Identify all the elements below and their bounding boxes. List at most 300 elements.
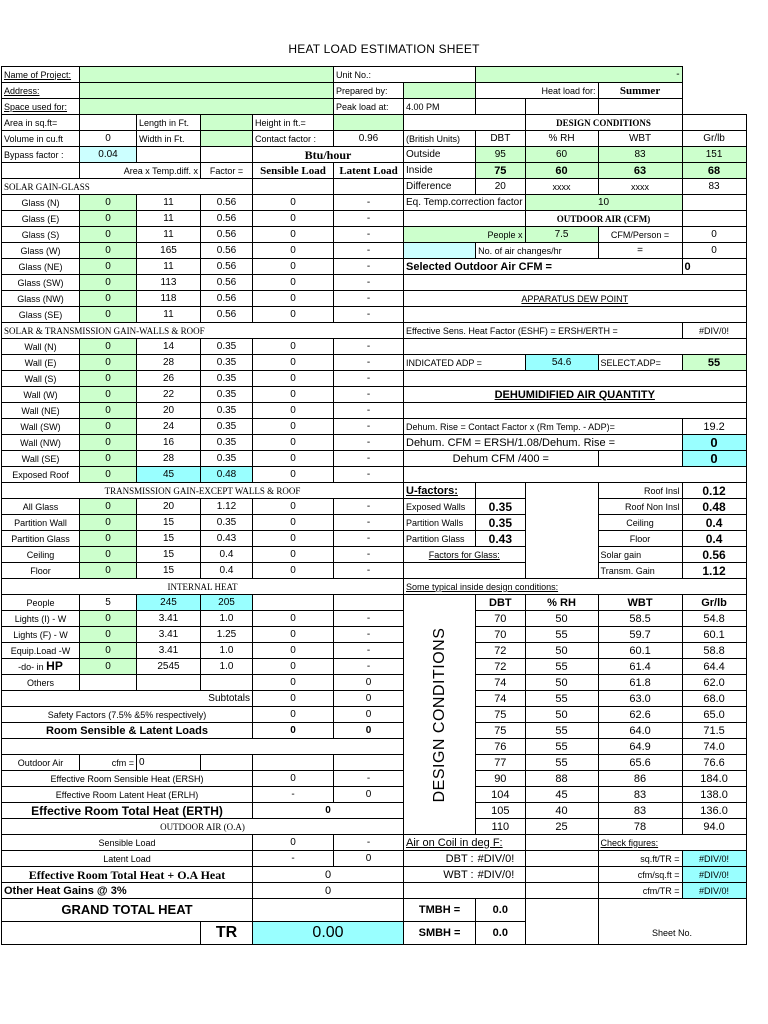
sheet-row — [2, 483, 747, 499]
sheet-cell — [137, 147, 201, 163]
sheet-cell — [404, 883, 526, 899]
area-value — [80, 115, 137, 131]
sheet-cell — [404, 243, 476, 259]
typ-gr-header: Gr/lb — [682, 595, 746, 611]
design-conditions-header: DESIGN CONDITIONS — [525, 115, 682, 131]
row-factor: 1.0 — [201, 611, 253, 627]
roof-non-insl-value: 0.48 — [682, 499, 746, 515]
dc-gr-header: Gr/lb — [682, 131, 746, 147]
typ-wbt: 62.6 — [598, 707, 682, 723]
heat-load-for-label: Heat load for: — [476, 83, 598, 99]
sheet-row — [2, 227, 747, 243]
sheet-row — [2, 627, 747, 643]
sheet-cell — [682, 211, 746, 227]
oa-sensible-sens: 0 — [253, 835, 334, 851]
sheet-row — [2, 643, 747, 659]
people-x-label: People x — [404, 227, 526, 243]
typ-rh: 50 — [525, 611, 598, 627]
outdoor-air-cfm-header: OUTDOOR AIR (CFM) — [525, 211, 682, 227]
grand-total-label: GRAND TOTAL HEAT — [2, 899, 253, 922]
row-label: Partition Glass — [2, 531, 80, 547]
others-label: Others — [2, 675, 80, 691]
transm-gain-value: 1.12 — [682, 563, 746, 579]
typ-rh: 55 — [525, 627, 598, 643]
sheet-cell — [334, 179, 404, 195]
row-temp: 28 — [137, 451, 201, 467]
row-label: Floor — [2, 563, 80, 579]
ersh-sensible: 0 — [253, 771, 334, 787]
do-in-label: -do- in — [18, 662, 44, 672]
row-temp: 3.41 — [137, 643, 201, 659]
sheet-cell — [404, 403, 747, 419]
exposed-walls-value: 0.35 — [476, 499, 525, 515]
row-latent: - — [334, 419, 404, 435]
typ-dbt: 105 — [476, 803, 525, 819]
sheet-row — [2, 323, 747, 339]
row-label: Exposed Roof — [2, 467, 80, 483]
sheet-cell — [404, 563, 526, 579]
row-sensible: 0 — [253, 227, 334, 243]
row-area: 0 — [80, 355, 137, 371]
eq-temp-label: Eq. Temp.correction factor — [404, 195, 526, 211]
row-label: Glass (SW) — [2, 275, 80, 291]
row-latent: - — [334, 627, 404, 643]
row-area: 0 — [80, 275, 137, 291]
row-area: 0 — [80, 563, 137, 579]
row-latent: - — [334, 307, 404, 323]
typ-gr: 94.0 — [682, 819, 746, 835]
typ-wbt: 61.4 — [598, 659, 682, 675]
row-area: 0 — [80, 627, 137, 643]
sheet-cell — [598, 899, 746, 922]
ceiling-value: 0.4 — [682, 515, 746, 531]
wbt-value: #DIV/0! — [476, 867, 525, 883]
row-factor: 0.35 — [201, 435, 253, 451]
row-temp: 3.41 — [137, 611, 201, 627]
sheet-cell — [137, 675, 201, 691]
sheet-row — [2, 851, 747, 867]
sheet-cell — [404, 371, 747, 387]
row-area: 0 — [80, 243, 137, 259]
dc-dbt-header: DBT — [476, 131, 525, 147]
row-latent: - — [334, 195, 404, 211]
typ-rh: 55 — [525, 723, 598, 739]
row-latent: - — [334, 467, 404, 483]
select-adp-label: SELECT.ADP= — [598, 355, 682, 371]
people-label: People — [2, 595, 80, 611]
sheet-cell — [525, 531, 598, 547]
typ-rh: 55 — [525, 755, 598, 771]
sensible-load-header: Sensible Load — [253, 163, 334, 179]
adp-header: APPARATUS DEW POINT — [404, 291, 747, 307]
typ-wbt: 63.0 — [598, 691, 682, 707]
row-area: 0 — [80, 547, 137, 563]
row-latent: - — [334, 499, 404, 515]
oa-latent-lat: 0 — [334, 851, 404, 867]
row-temp: 14 — [137, 339, 201, 355]
row-sensible: 0 — [253, 515, 334, 531]
erlh-sensible: - — [253, 787, 334, 803]
solar-glass-header: SOLAR GAIN-GLASS — [2, 179, 253, 195]
hp-label: HP — [46, 659, 63, 673]
sheet-row — [2, 403, 747, 419]
row-factor: 0.35 — [201, 451, 253, 467]
row-factor: 1.0 — [201, 659, 253, 675]
row-label: Glass (NW) — [2, 291, 80, 307]
space-used-for-field[interactable] — [80, 99, 334, 115]
typ-dbt: 90 — [476, 771, 525, 787]
tmbh-label: TMBH = — [404, 899, 476, 922]
sheet-row — [2, 291, 747, 307]
typ-gr: 58.8 — [682, 643, 746, 659]
row-latent: - — [334, 259, 404, 275]
row-area: 0 — [80, 195, 137, 211]
typ-wbt: 78 — [598, 819, 682, 835]
sheet-row — [2, 99, 747, 115]
typ-gr: 68.0 — [682, 691, 746, 707]
prepared-by-label: Prepared by: — [334, 83, 404, 99]
typ-wbt-header: WBT — [598, 595, 682, 611]
row-latent: - — [334, 563, 404, 579]
typ-dbt: 110 — [476, 819, 525, 835]
row-sensible: 0 — [253, 259, 334, 275]
typ-rh: 45 — [525, 787, 598, 803]
row-factor: 0.56 — [201, 259, 253, 275]
sheet-cell — [525, 851, 598, 867]
eq-temp-value: 10 — [525, 195, 682, 211]
cfm-person-value: 0 — [682, 227, 746, 243]
sheet-cell — [253, 595, 334, 611]
row-label: Glass (E) — [2, 211, 80, 227]
row-area: 0 — [80, 659, 137, 675]
row-temp: 11 — [137, 227, 201, 243]
heat-load-sheet — [1, 66, 747, 945]
sqft-tr-label: sq.ft/TR = — [598, 851, 682, 867]
typ-gr: 62.0 — [682, 675, 746, 691]
select-adp-value: 55 — [682, 355, 746, 371]
difference-wbt: xxxx — [598, 179, 682, 195]
typ-vertical-text: DESIGN CONDITIONS — [430, 627, 448, 802]
typ-dbt-header: DBT — [476, 595, 525, 611]
sheet-row — [2, 883, 747, 899]
typ-rh: 55 — [525, 739, 598, 755]
row-sensible: 0 — [253, 403, 334, 419]
typ-rh: 55 — [525, 691, 598, 707]
sheet-row — [2, 595, 747, 611]
people-latent: 205 — [201, 595, 253, 611]
sheet-no-label: Sheet No. — [598, 922, 746, 945]
sheet-cell — [476, 99, 525, 115]
row-temp: 11 — [137, 211, 201, 227]
sheet-row — [2, 803, 747, 819]
typ-dbt: 75 — [476, 707, 525, 723]
row-factor: 0.35 — [201, 355, 253, 371]
sheet-row — [2, 451, 747, 467]
sheet-row — [2, 819, 747, 835]
typ-dbt: 76 — [476, 739, 525, 755]
row-temp: 20 — [137, 403, 201, 419]
bypass-value: 0.04 — [80, 147, 137, 163]
typ-wbt: 59.7 — [598, 627, 682, 643]
wbt-label: WBT : — [404, 867, 476, 883]
other-gains-label: Other Heat Gains @ 3% — [2, 883, 253, 899]
row-latent: - — [334, 371, 404, 387]
inside-dbt: 75 — [476, 163, 525, 179]
row-sensible: 0 — [253, 627, 334, 643]
ersh-label: Effective Room Sensible Heat (ERSH) — [2, 771, 253, 787]
volume-value: 0 — [80, 131, 137, 147]
typ-gr: 60.1 — [682, 627, 746, 643]
row-temp: 165 — [137, 243, 201, 259]
floor-value: 0.4 — [682, 531, 746, 547]
sheet-cell — [2, 739, 404, 755]
row-area: 0 — [80, 451, 137, 467]
sheet-row — [2, 115, 747, 131]
btu-hour-label: Btu/hour — [253, 147, 404, 163]
subtotals-sensible: 0 — [253, 691, 334, 707]
typ-gr: 71.5 — [682, 723, 746, 739]
sheet-row — [2, 771, 747, 787]
sheet-row — [2, 531, 747, 547]
typ-rh: 50 — [525, 707, 598, 723]
row-temp: 16 — [137, 435, 201, 451]
row-sensible: 0 — [253, 611, 334, 627]
sheet-cell — [525, 883, 598, 899]
dehum-cfm-label: Dehum. CFM = ERSH/1.08/Dehum. Rise = — [404, 435, 683, 451]
row-temp: 15 — [137, 547, 201, 563]
row-area: 0 — [80, 643, 137, 659]
factors-glass-label: Factors for Glass: — [404, 547, 526, 563]
sheet-cell — [201, 147, 253, 163]
sheet-cell — [253, 179, 334, 195]
sheet-cell — [525, 563, 598, 579]
sheet-cell — [404, 339, 747, 355]
outside-gr: 151 — [682, 147, 746, 163]
sheet-row — [2, 243, 747, 259]
unit-no-label: Unit No.: — [334, 67, 476, 83]
internal-header: INTERNAL HEAT — [2, 579, 404, 595]
typ-dbt: 77 — [476, 755, 525, 771]
sheet-row — [2, 275, 747, 291]
exposed-walls-label: Exposed Walls — [404, 499, 476, 515]
row-factor: 0.56 — [201, 275, 253, 291]
row-factor: 0.35 — [201, 387, 253, 403]
row-factor: 0.35 — [201, 371, 253, 387]
erth-label: Effective Room Total Heat (ERTH) — [2, 803, 253, 819]
difference-rh: xxxx — [525, 179, 598, 195]
partition-glass-label: Partition Glass — [404, 531, 476, 547]
others-sensible: 0 — [253, 675, 334, 691]
row-factor: 0.43 — [201, 531, 253, 547]
safety-label: Safety Factors (7.5% &5% respectively) — [2, 707, 253, 723]
sheet-row — [2, 211, 747, 227]
air-changes-value: 0 — [682, 243, 746, 259]
area-label: Area in sq.ft= — [2, 115, 80, 131]
selected-cfm-value: 0 — [682, 259, 746, 275]
sheet-cell — [404, 307, 747, 323]
ceiling-label: Ceiling — [598, 515, 682, 531]
sheet-cell — [201, 755, 253, 771]
sheet-row — [2, 435, 747, 451]
row-label: Lights (I) - W — [2, 611, 80, 627]
volume-label: Volume in cu.ft — [2, 131, 80, 147]
row-label: Wall (NE) — [2, 403, 80, 419]
address-field[interactable] — [80, 83, 334, 99]
typ-gr: 54.8 — [682, 611, 746, 627]
season-value: Summer — [598, 83, 682, 99]
difference-dbt: 20 — [476, 179, 525, 195]
typ-dbt: 74 — [476, 675, 525, 691]
row-latent: - — [334, 211, 404, 227]
typ-rh-header: % RH — [525, 595, 598, 611]
sheet-cell — [525, 515, 598, 531]
sheet-row — [2, 707, 747, 723]
sheet-row — [2, 307, 747, 323]
sheet-row — [2, 163, 747, 179]
row-label: Lights (F) - W — [2, 627, 80, 643]
name-of-project-field[interactable] — [80, 67, 334, 83]
row-factor: 0.35 — [201, 403, 253, 419]
sheet-row — [2, 259, 747, 275]
row-temp: 11 — [137, 195, 201, 211]
sheet-row — [2, 579, 747, 595]
cfm-sqft-value: #DIV/0! — [682, 867, 746, 883]
length-field[interactable] — [201, 115, 253, 131]
row-sensible: 0 — [253, 531, 334, 547]
typ-rh: 50 — [525, 643, 598, 659]
row-area: 0 — [80, 259, 137, 275]
row-temp: 15 — [137, 531, 201, 547]
row-temp: 3.41 — [137, 627, 201, 643]
row-latent: - — [334, 611, 404, 627]
row-area: 0 — [80, 611, 137, 627]
prepared-by-value — [404, 83, 476, 99]
roof-insl-label: Roof Insl — [598, 483, 682, 499]
row-label: Wall (S) — [2, 371, 80, 387]
typ-wbt: 86 — [598, 771, 682, 787]
sheet-row — [2, 371, 747, 387]
sheet-cell — [525, 499, 598, 515]
room-loads-sensible: 0 — [253, 723, 334, 739]
row-area: 0 — [80, 499, 137, 515]
unit-no-value: - — [476, 67, 682, 83]
sheet-cell — [525, 867, 598, 883]
typ-rh: 40 — [525, 803, 598, 819]
length-label: Length in Ft. — [137, 115, 201, 131]
oa-latent-sens: - — [253, 851, 334, 867]
row-factor: 0.56 — [201, 307, 253, 323]
people-sensible: 245 — [137, 595, 201, 611]
typ-gr: 74.0 — [682, 739, 746, 755]
sheet-row — [2, 67, 747, 83]
row-area: 0 — [80, 227, 137, 243]
row-area: 0 — [80, 339, 137, 355]
row-area: 0 — [80, 387, 137, 403]
sheet-cell — [334, 755, 404, 771]
row-latent: - — [334, 531, 404, 547]
sheet-cell — [598, 99, 682, 115]
outdoor-air-value: 0 — [137, 755, 201, 771]
people-count: 5 — [80, 595, 137, 611]
row-factor: 0.56 — [201, 243, 253, 259]
typ-dbt: 104 — [476, 787, 525, 803]
typ-wbt: 64.9 — [598, 739, 682, 755]
sheet-row — [2, 467, 747, 483]
inside-wbt: 63 — [598, 163, 682, 179]
tr-label: TR — [201, 922, 253, 945]
sheet-cell — [682, 115, 746, 131]
sheet-row — [2, 563, 747, 579]
row-label: Wall (E) — [2, 355, 80, 371]
row-latent: - — [334, 451, 404, 467]
typ-dbt: 70 — [476, 611, 525, 627]
row-sensible: 0 — [253, 419, 334, 435]
sheet-row — [2, 387, 747, 403]
sheet-row — [2, 419, 747, 435]
typ-gr: 76.6 — [682, 755, 746, 771]
row-latent: - — [334, 515, 404, 531]
row-factor: 0.4 — [201, 563, 253, 579]
typ-wbt: 83 — [598, 803, 682, 819]
row-sensible: 0 — [253, 499, 334, 515]
floor-label: Floor — [598, 531, 682, 547]
room-loads-latent: 0 — [334, 723, 404, 739]
u-factors-label: U-factors: — [404, 483, 476, 499]
row-temp: 15 — [137, 563, 201, 579]
row-label: Glass (NE) — [2, 259, 80, 275]
other-gains-value: 0 — [253, 883, 404, 899]
row-factor: 1.0 — [201, 643, 253, 659]
dehum-cfm-400-label: Dehum CFM /400 = — [404, 451, 599, 467]
row-label: Wall (NW) — [2, 435, 80, 451]
row-area: 0 — [80, 291, 137, 307]
sheet-cell — [201, 675, 253, 691]
page-title: HEAT LOAD ESTIMATION SHEET — [288, 42, 480, 56]
subtotals-latent: 0 — [334, 691, 404, 707]
row-latent: - — [334, 355, 404, 371]
outside-dbt: 95 — [476, 147, 525, 163]
row-sensible: 0 — [253, 291, 334, 307]
row-area: 0 — [80, 371, 137, 387]
air-changes-eq: = — [598, 243, 682, 259]
peak-time-value: 4.00 PM — [404, 99, 476, 115]
cfm-tr-value: #DIV/0! — [682, 883, 746, 899]
dehum-header: DEHUMIDIFIED AIR QUANTITY — [404, 387, 747, 403]
row-sensible: 0 — [253, 371, 334, 387]
row-latent: - — [334, 339, 404, 355]
subtotals-label: Subtotals — [201, 691, 253, 707]
width-field[interactable] — [201, 131, 253, 147]
sheet-cell — [2, 691, 201, 707]
contact-factor-value: 0.96 — [334, 131, 404, 147]
sheet-row — [2, 755, 747, 771]
row-area: 0 — [80, 211, 137, 227]
row-temp: 22 — [137, 387, 201, 403]
erlh-label: Effective Room Latent Heat (ERLH) — [2, 787, 253, 803]
dbt-value: #DIV/0! — [476, 851, 525, 867]
height-field[interactable] — [334, 115, 404, 131]
row-factor: 0.56 — [201, 195, 253, 211]
row-latent: - — [334, 387, 404, 403]
row-sensible: 0 — [253, 435, 334, 451]
typ-wbt: 61.8 — [598, 675, 682, 691]
sheet-cell — [404, 115, 526, 131]
sheet-row — [2, 835, 747, 851]
outdoor-air-cfm: cfm = — [80, 755, 137, 771]
typ-dbt: 70 — [476, 627, 525, 643]
tr-value: 0.00 — [253, 922, 404, 945]
trans-header: TRANSMISSION GAIN-EXCEPT WALLS & ROOF — [2, 483, 404, 499]
